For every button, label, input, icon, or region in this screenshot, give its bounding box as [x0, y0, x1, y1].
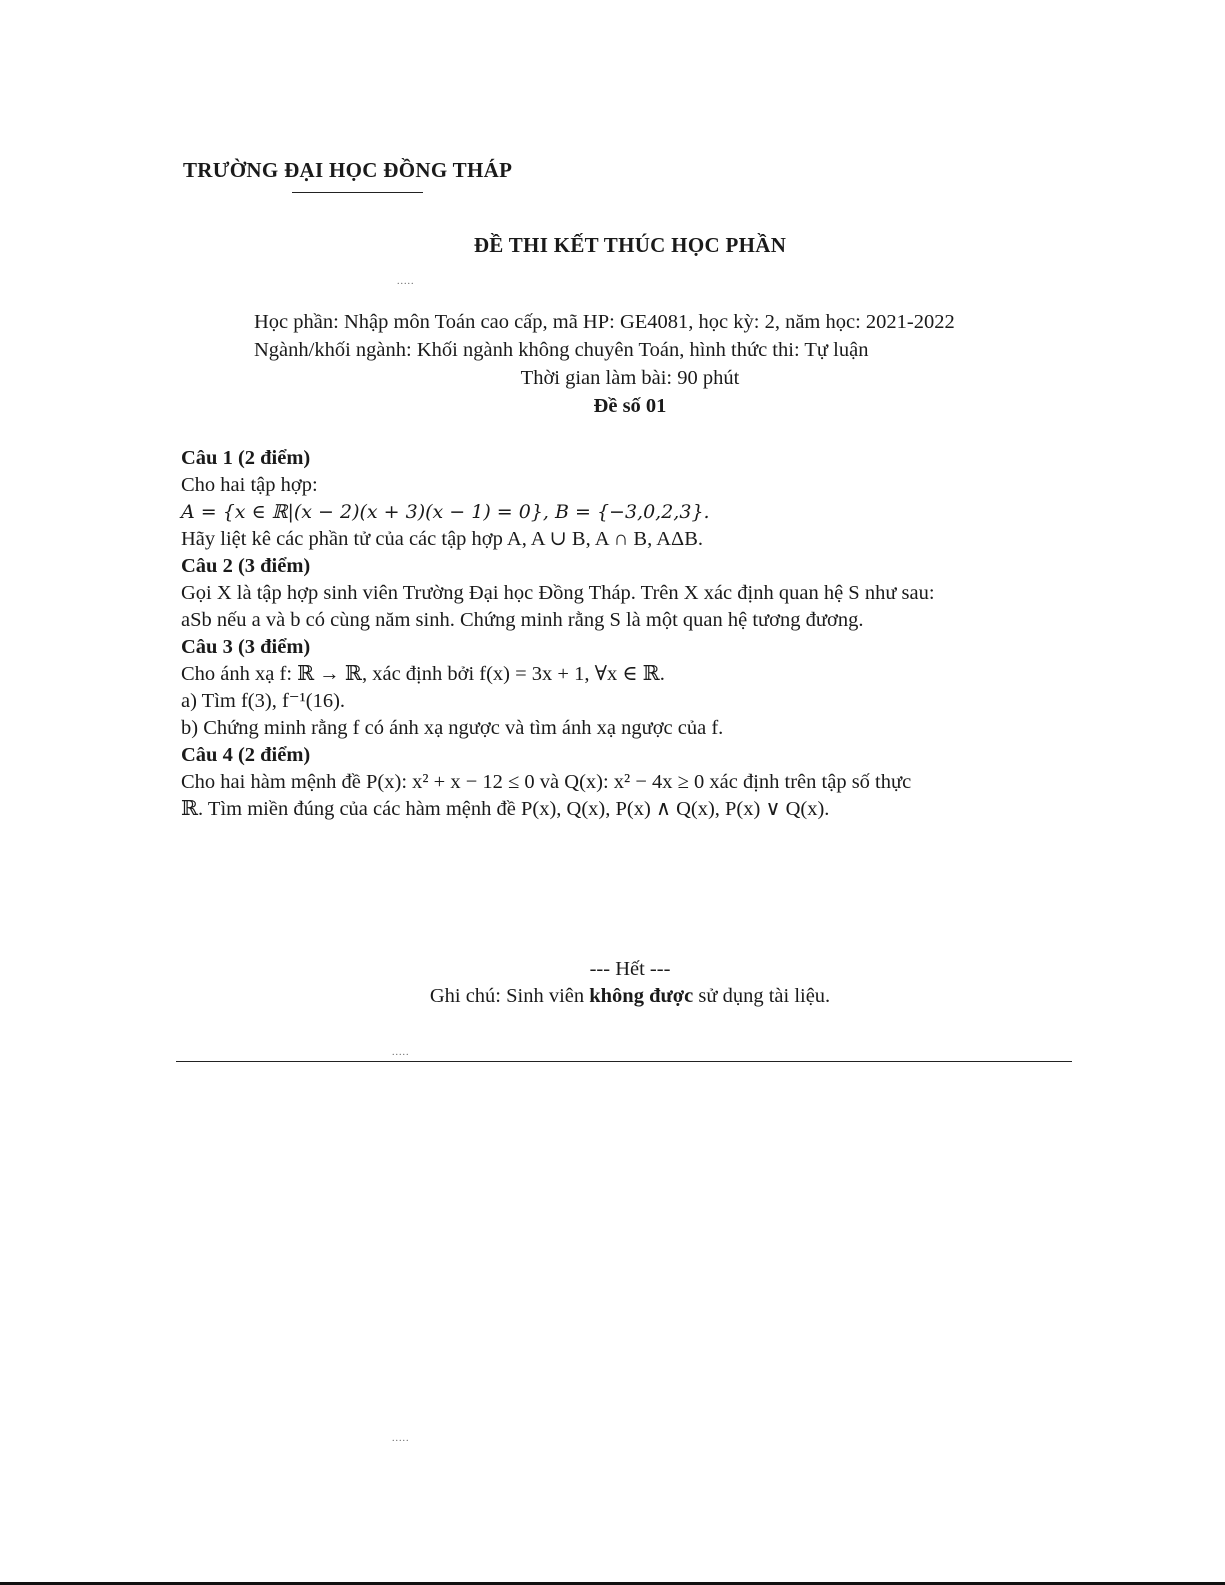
- note-prefix: Ghi chú: Sinh viên: [429, 985, 590, 1007]
- q1-line-1: Cho hai tập hợp:: [181, 474, 318, 496]
- q2-line-2: aSb nếu a và b có cùng năm sinh. Chứng minh rằng S là một quan hệ tương đương.: [181, 609, 864, 631]
- note-suffix: sử dụng tài liệu.: [693, 985, 831, 1007]
- dots-mark-3: .....: [392, 1433, 410, 1444]
- q4-line-1: Cho hai hàm mệnh đề P(x): x² + x − 12 ≤ 0 và Q(x): x² − 4x ≥ 0 xác định trên tập số thực: [181, 771, 912, 793]
- note-bold: không được: [589, 985, 694, 1007]
- exam-title: ĐỀ THI KẾT THÚC HỌC PHẦN: [473, 233, 787, 257]
- exam-code: Đề số 01: [593, 395, 667, 417]
- q4-heading: Câu 4 (2 điểm): [181, 744, 311, 766]
- university-underline: [292, 192, 423, 193]
- q3-heading: Câu 3 (3 điểm): [181, 636, 311, 658]
- q4-line-2: ℝ. Tìm miền đúng của các hàm mệnh đề P(x), Q(x), P(x) ∧ Q(x), P(x) ∨ Q(x).: [181, 798, 830, 820]
- q1-line-2: A = {x ∈ ℝ|(x − 2)(x + 3)(x − 1) = 0}, B = {−3,0,2,3}.: [181, 501, 710, 523]
- course-line: Học phần: Nhập môn Toán cao cấp, mã HP: GE4081, học kỳ: 2, năm học: 2021-2022: [254, 311, 955, 333]
- dots-mark-2: .....: [392, 1047, 410, 1058]
- dots-mark: .....: [397, 276, 415, 287]
- q2-line-1: Gọi X là tập hợp sinh viên Trường Đại học Đồng Tháp. Trên X xác định quan hệ S như sau:: [181, 582, 935, 604]
- q1-line-3: Hãy liệt kê các phần tử của các tập hợp A, A ∪ B, A ∩ B, AΔB.: [181, 528, 704, 550]
- q3-line-1: Cho ánh xạ f: ℝ → ℝ, xác định bởi f(x) = 3x + 1, ∀x ∈ ℝ.: [181, 663, 665, 685]
- university-name: TRƯỜNG ĐẠI HỌC ĐỒNG THÁP: [183, 158, 513, 182]
- time-line: Thời gian làm bài: 90 phút: [520, 367, 740, 389]
- q1-heading: Câu 1 (2 điểm): [181, 447, 311, 469]
- major-line: Ngành/khối ngành: Khối ngành không chuyên Toán, hình thức thi: Tự luận: [254, 339, 869, 361]
- end-marker: --- Hết ---: [589, 958, 671, 980]
- q2-heading: Câu 2 (3 điểm): [181, 555, 311, 577]
- q3-line-2: a) Tìm f(3), f⁻¹(16).: [181, 690, 346, 712]
- bottom-divider: [176, 1061, 1072, 1062]
- note-line: [0, 982, 1225, 1010]
- q3-line-3: b) Chứng minh rằng f có ánh xạ ngược và tìm ánh xạ ngược của f.: [181, 717, 724, 739]
